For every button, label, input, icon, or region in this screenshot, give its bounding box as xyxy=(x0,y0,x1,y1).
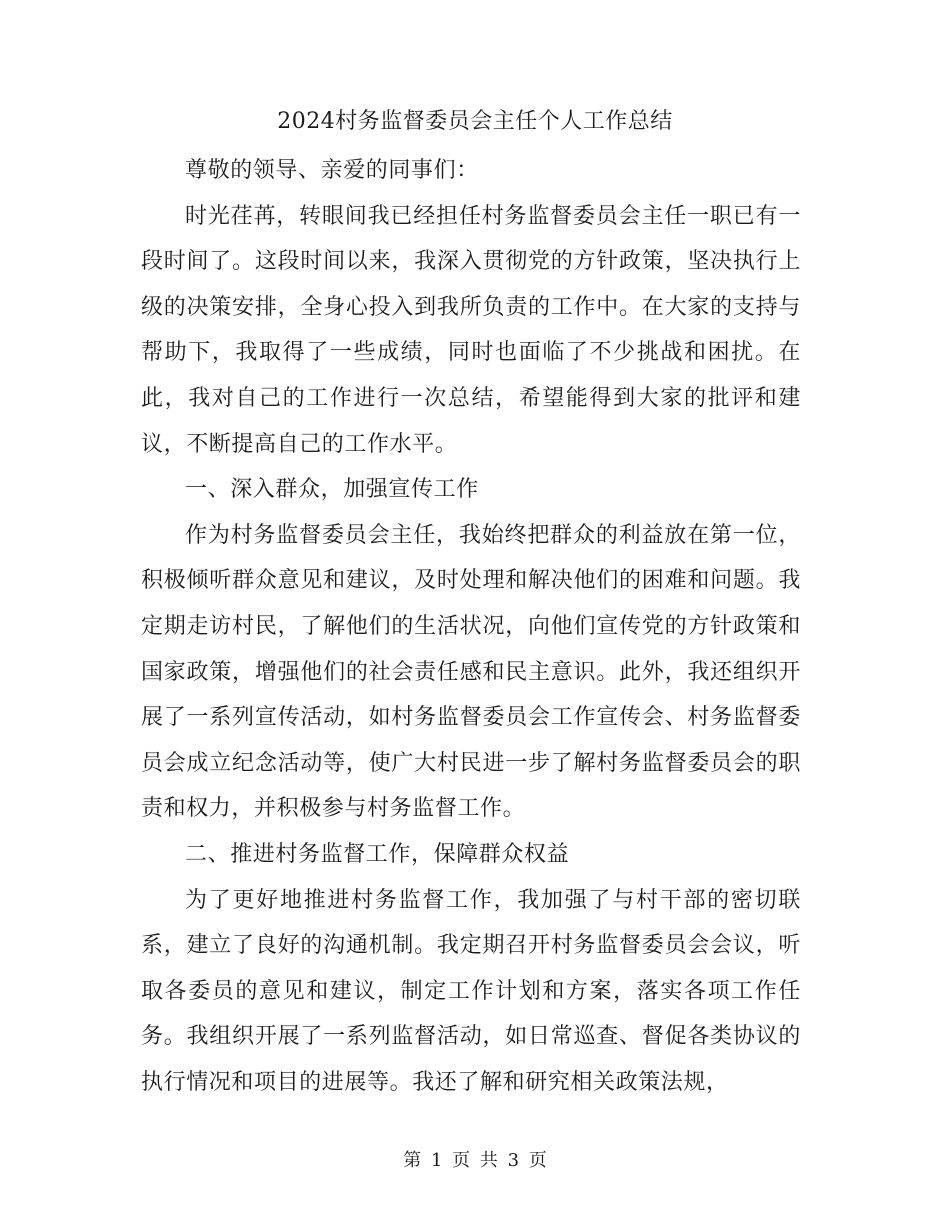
section-2-paragraph: 为了更好地推进村务监督工作，我加强了与村干部的密切联系，建立了良好的沟通机制。我定期召开村务监督委员会会议，听取各委员的意见和建议，制定工作计划和方案，落实各项工作任务。我组织开展了一系列监督活动，如日常巡查、督促各类协议的执行情况和项目的进展等。我还了解和研究相关政策法规， xyxy=(141,887,801,1095)
page-number-footer: 第 1 页 共 3 页 xyxy=(403,1150,547,1171)
intro-paragraph: 时光荏苒，转眼间我已经担任村务监督委员会主任一职已有一段时间了。这段时间以来，我深入贯彻党的方针政策，坚决执行上级的决策安排，全身心投入到我所负责的工作中。在大家的支持与帮助下，我取得了一些成绩，同时也面临了不少挑战和困扰。在此，我对自己的工作进行一次总结，希望能得到大家的批评和建议，不断提高自己的工作水平。 xyxy=(141,203,801,457)
section-heading-1: 一、深入群众，加强宣传工作 xyxy=(185,477,479,503)
section-heading-2: 二、推进村务监督工作，保障群众权益 xyxy=(185,841,570,867)
document-body xyxy=(141,148,801,1105)
document-title: 2024村务监督委员会主任个人工作总结 xyxy=(277,109,673,134)
salutation-paragraph: 尊敬的领导、亲爱的同事们： xyxy=(185,158,479,183)
section-1-paragraph: 作为村务监督委员会主任，我始终把群众的利益放在第一位，积极倾听群众意见和建议，及时处理和解决他们的困难和问题。我定期走访村民，了解他们的生活状况，向他们宣传党的方针政策和国家政策，增强他们的社会责任感和民主意识。此外，我还组织开展了一系列宣传活动，如村务监督委员会工作宣传会、村务监督委员会成立纪念活动等，使广大村民进一步了解村务监督委员会的职责和权力，并积极参与村务监督工作。 xyxy=(141,522,801,822)
